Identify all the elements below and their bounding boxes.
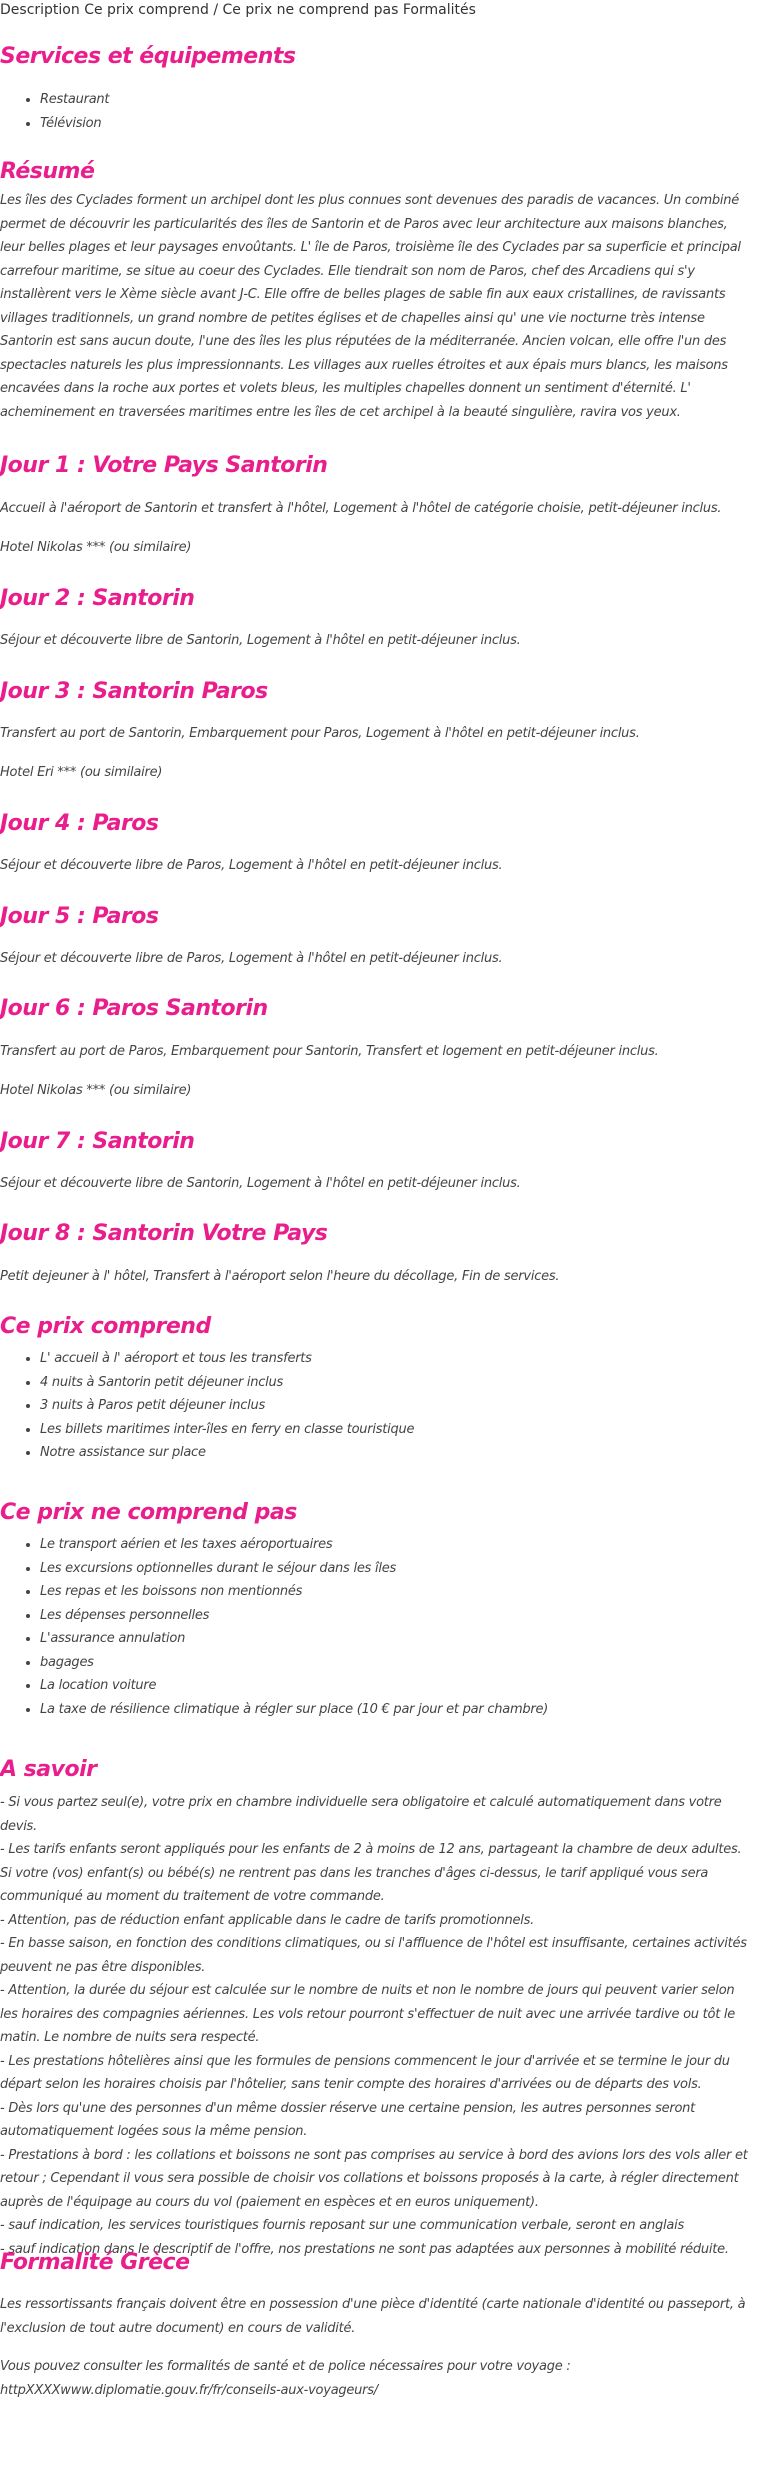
tab-prix-ne-comprend-pas[interactable]: Ce prix ne comprend pas (222, 2, 399, 18)
list-item: • Les excursions optionnelles durant le séjour dans les îles (40, 1557, 548, 1581)
day-6-title: Jour 6 : Paros Santorin (0, 996, 268, 1021)
asavoir-text (0, 1791, 752, 2261)
day-1-hotel: Hotel Nikolas *** (ou similaire) (0, 540, 192, 555)
formalite-text: Les ressortissants français doivent être en possession d'une pièce d'identité (carte nationale d'identité ou passeport, à l'exclusion de tout autre document) en cours de validité. (0, 2297, 746, 2336)
day-2-title: Jour 2 : Santorin (0, 586, 195, 611)
included-list (0, 1347, 414, 1465)
day-2-text: Séjour et découverte libre de Santorin, Logement à l'hôtel en petit-déjeuner inclus. (0, 633, 521, 648)
tab-separator: / (213, 2, 219, 18)
list-item: • 4 nuits à Santorin petit déjeuner inclus (40, 1371, 414, 1395)
asavoir-line: - Prestations à bord : les collations et boissons ne sont pas comprises au service à bord des avions lors des vols aller et retour ; Cependant il vous sera possible de choisir vos collations et boissons proposés à la carte, à régler directement auprès de l'équipage au cours du vol (paiement en espèces et en euros uniquement). (0, 2147, 748, 2210)
formalite-consult (0, 2355, 752, 2402)
asavoir-line: - En basse saison, en fonction des conditions climatiques, ou si l'affluence de l'hôtel est insuffisante, certaines activités peuvent ne pas être disponibles. (0, 1936, 747, 1975)
resume-title: Résumé (0, 159, 95, 184)
excluded-list (0, 1533, 548, 1721)
tab-formalites[interactable]: Formalités (402, 2, 476, 18)
list-item: • La taxe de résilience climatique à régler sur place (10 € par jour et par chambre) (40, 1698, 548, 1722)
day-8-title: Jour 8 : Santorin Votre Pays (0, 1221, 328, 1246)
list-item: • Les dépenses personnelles (40, 1604, 548, 1628)
asavoir-line: - Dès lors qu'une des personnes d'un même dossier réserve une certaine pension, les autres personnes seront automatiquement logées sous la même pension. (0, 2100, 695, 2139)
list-item: • Les repas et les boissons non mentionnés (40, 1580, 548, 1604)
asavoir-line: - Si vous partez seul(e), votre prix en chambre individuelle sera obligatoire et calculé automatiquement dans votre devis. (0, 1795, 722, 1834)
tab-description[interactable]: Description (0, 2, 80, 18)
asavoir-title: A savoir (0, 1757, 97, 1782)
day-7-text: Séjour et découverte libre de Santorin, Logement à l'hôtel en petit-déjeuner inclus. (0, 1176, 521, 1191)
asavoir-line: - Les tarifs enfants seront appliqués pour les enfants de 2 à moins de 12 ans, partageant la chambre de deux adultes. Si votre (vos) enfant(s) ou bébé(s) ne rentrent pas dans les tranches d'âges ci-dessus, le tarif appliqué vous sera communiqué au moment du traitement de votre commande. (0, 1842, 742, 1904)
day-4-title: Jour 4 : Paros (0, 811, 159, 836)
services-list (0, 88, 109, 135)
day-3-hotel: Hotel Eri *** (ou similaire) (0, 765, 163, 780)
list-item: • La location voiture (40, 1674, 548, 1698)
tab-prix-comprend[interactable]: Ce prix comprend (84, 2, 209, 18)
tab-bar (0, 0, 476, 20)
services-title: Services et équipements (0, 44, 296, 69)
list-item: • Télévision (40, 112, 109, 136)
asavoir-line: - sauf indication, les services touristiques fournis reposant sur une communication verbale, seront en anglais (0, 2218, 684, 2233)
day-1-title: Jour 1 : Votre Pays Santorin (0, 453, 328, 478)
excluded-title: Ce prix ne comprend pas (0, 1500, 297, 1525)
day-5-title: Jour 5 : Paros (0, 904, 159, 929)
list-item: • 3 nuits à Paros petit déjeuner inclus (40, 1394, 414, 1418)
asavoir-line: - sauf indication dans le descriptif de l'offre, nos prestations ne sont pas adaptées aux personnes à mobilité réduite. (0, 2241, 729, 2257)
day-6-text: Transfert au port de Paros, Embarquement pour Santorin, Transfert et logement en petit-déjeuner inclus. (0, 1044, 659, 1059)
day-3-title: Jour 3 : Santorin Paros (0, 679, 268, 704)
day-5-text: Séjour et découverte libre de Paros, Logement à l'hôtel en petit-déjeuner inclus. (0, 951, 503, 966)
asavoir-line: - Attention, pas de réduction enfant applicable dans le cadre de tarifs promotionnels. (0, 1912, 535, 1928)
list-item: • Notre assistance sur place (40, 1441, 414, 1465)
day-6-hotel: Hotel Nikolas *** (ou similaire) (0, 1083, 192, 1098)
day-3-text: Transfert au port de Santorin, Embarquement pour Paros, Logement à l'hôtel en petit-déjeuner inclus. (0, 726, 640, 741)
asavoir-line: - Les prestations hôtelières ainsi que les formules de pensions commencent le jour d'arrivée et se termine le jour du départ selon les horaires choisis par l'hôtelier, sans tenir compte des horaires d'arrivées ou de départs des vols. (0, 2053, 730, 2092)
day-4-text: Séjour et découverte libre de Paros, Logement à l'hôtel en petit-déjeuner inclus. (0, 858, 503, 873)
day-7-title: Jour 7 : Santorin (0, 1129, 195, 1154)
list-item: • L' accueil à l' aéroport et tous les transferts (40, 1347, 414, 1371)
formalite-title: Formalité Grèce (0, 2250, 190, 2275)
list-item: • Restaurant (40, 88, 109, 112)
day-8-text: Petit dejeuner à l' hôtel, Transfert à l'aéroport selon l'heure du décollage, Fin de services. (0, 1269, 560, 1284)
day-1-text: Accueil à l'aéroport de Santorin et transfert à l'hôtel, Logement à l'hôtel de catégorie choisie, petit-déjeuner inclus. (0, 501, 722, 516)
included-title: Ce prix comprend (0, 1314, 211, 1339)
list-item: • Le transport aérien et les taxes aéroportuaires (40, 1533, 548, 1557)
list-item: • bagages (40, 1651, 548, 1675)
list-item: • L'assurance annulation (40, 1627, 548, 1651)
list-item: • Les billets maritimes inter-îles en ferry en classe touristique (40, 1418, 414, 1442)
resume-text: Les îles des Cyclades forment un archipel dont les plus connues sont devenues des paradis de vacances. Un combiné permet de découvrir les particularités des îles de Santorin et de Paros avec leur architecture aux maisons blanches, leur belles plages et leur paysages envoûtants. L' île de Paros, troisième île des Cyclades par sa superficie et principal carrefour maritime, se situe au coeur des Cyclades. Elle tiendrait son nom de Paros, chef des Arcadiens qui s'y installèrent vers le Xème siècle avant J-C. Elle offre de belles plages de sable fin aux eaux cristallines, de ravissants villages traditionnels, un grand nombre de petites églises et de chapelles ainsi qu' une vie nocturne très intense Santorin est sans aucun doute, l'une des îles les plus réputées de la méditerranée. Ancien volcan, elle offre l'un des spectacles naturels les plus impressionnants. Les villages aux ruelles étroites et aux épais murs blancs, les maisons encavées dans la roche aux portes et volets bleus, les multiples chapelles donnent un sentiment d'éternité. L' acheminement en traversées maritimes entre les îles de cet archipel à la beauté singulière, ravira vos yeux. (0, 193, 741, 420)
asavoir-line: - Attention, la durée du séjour est calculée sur le nombre de nuits et non le nombre de jours qui peuvent varier selon les horaires des compagnies aériennes. Les vols retour pourront s'effectuer de nuit avec une arrivée tardive ou tôt le matin. Le nombre de nuits sera respecté. (0, 1983, 736, 2045)
formalite-link[interactable]: httpXXXXwww.diplomatie.gouv.fr/fr/conseils-aux-voyageurs/ (0, 2382, 378, 2398)
formalite-consult-text: Vous pouvez consulter les formalités de santé et de police nécessaires pour votre voyage : (0, 2359, 571, 2374)
